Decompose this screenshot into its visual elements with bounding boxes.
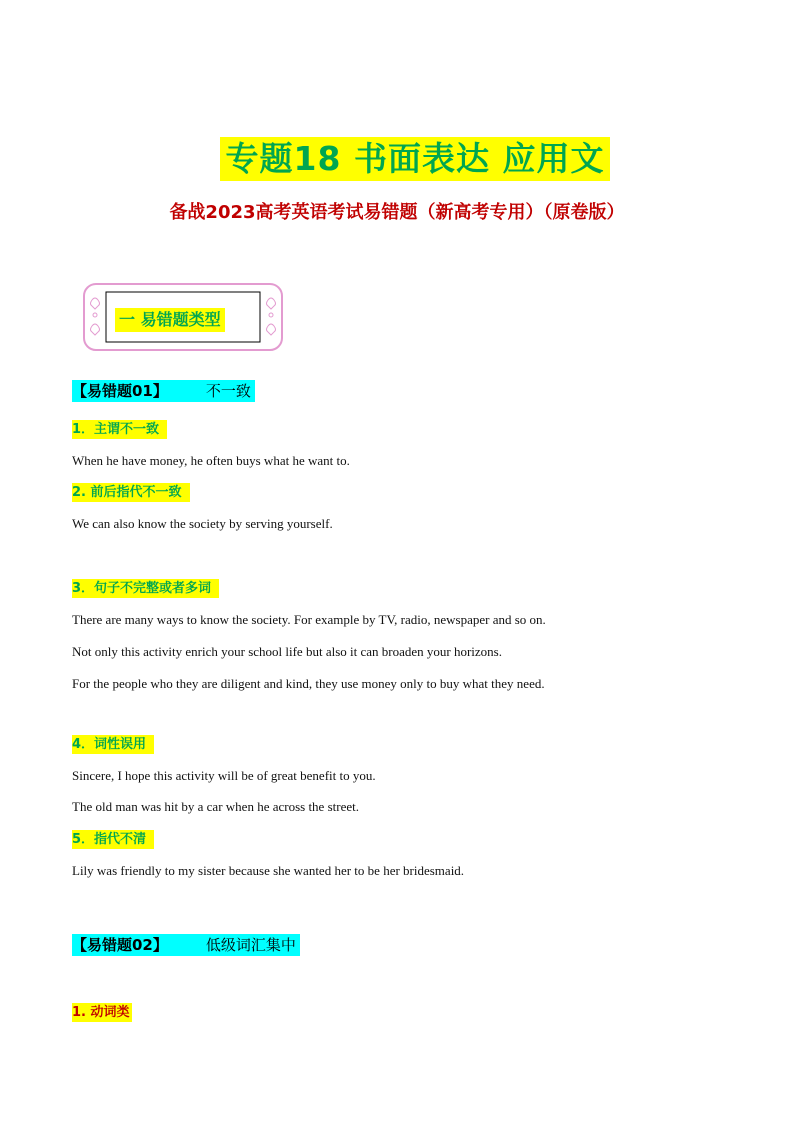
group-heading: 1. 动词类 bbox=[72, 1005, 130, 1020]
group-heading: 1．主谓不一致 bbox=[72, 420, 167, 439]
example-sentence: We can also know the society by serving yourself. bbox=[72, 516, 333, 531]
example-sentence: There are many ways to know the society. For example by TV, radio, newspaper and so on. bbox=[72, 612, 546, 627]
page-title: 专题18 书面表达 应用文 bbox=[220, 137, 611, 181]
group-heading: 5．指代不清 bbox=[72, 830, 154, 849]
section-01-tail: 不一致 bbox=[205, 382, 251, 400]
group-heading: 2. 前后指代不一致 bbox=[72, 483, 190, 502]
section-01-heading bbox=[72, 380, 255, 402]
section-02-tail: 低级词汇集中 bbox=[205, 936, 296, 954]
section-01-label: 【易错题01】 bbox=[72, 382, 168, 400]
group-heading: 3．句子不完整或者多词 bbox=[72, 579, 219, 598]
example-sentence: For the people who they are diligent and kind, they use money only to buy what they need. bbox=[72, 676, 545, 691]
example-sentence: Sincere, I hope this activity will be of great benefit to you. bbox=[72, 768, 376, 783]
page-subtitle: 备战2023高考英语考试易错题（新高考专用）（原卷版） bbox=[169, 202, 625, 223]
group-heading: 4．词性误用 bbox=[72, 735, 154, 754]
example-sentence: Lily was friendly to my sister because she wanted her to be her bridesmaid. bbox=[72, 863, 465, 878]
section-02-label: 【易错题02】 bbox=[72, 936, 168, 954]
example-sentence: When he have money, he often buys what he want to. bbox=[72, 453, 350, 468]
section-02-heading bbox=[72, 934, 300, 956]
title-container bbox=[0, 137, 794, 181]
example-sentence: The old man was hit by a car when he across the street. bbox=[72, 799, 359, 814]
section-box-label: 一 易错题类型 bbox=[115, 308, 225, 332]
example-sentence: Not only this activity enrich your school life but also it can broaden your horizons. bbox=[72, 644, 502, 659]
